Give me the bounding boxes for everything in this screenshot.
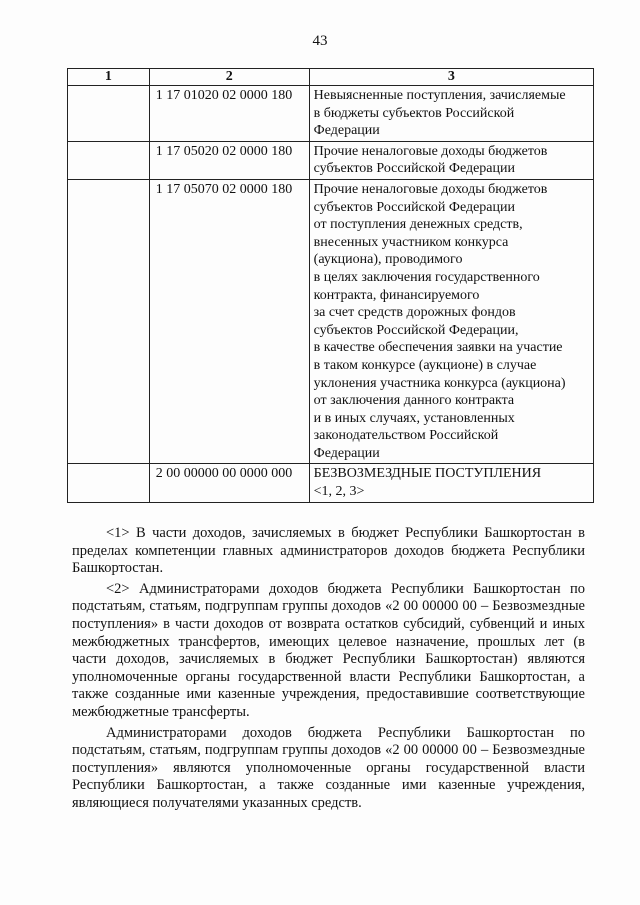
- revenue-name: [309, 179, 593, 464]
- revenue-name-line: субъектов Российской Федерации: [313, 199, 516, 215]
- revenue-code: 1 17 05020 02 0000 180: [149, 141, 309, 179]
- revenue-name-line: законодательством Российской: [313, 428, 499, 444]
- revenue-name-line: субъектов Российской Федерации,: [313, 322, 519, 338]
- table-row: [68, 464, 594, 502]
- column-header-1: 1: [68, 69, 150, 86]
- revenue-name-line: Невыясненные поступления, зачисляемые: [313, 88, 566, 103]
- revenue-name-line: за счет средств дорожных фондов: [313, 305, 516, 321]
- revenue-name-line: БЕЗВОЗМЕЗДНЫЕ ПОСТУПЛЕНИЯ: [313, 466, 542, 482]
- table-cell-admin: [68, 179, 150, 464]
- footnote-2-continuation: Администраторами доходов бюджета Республики Башкортостан по подстатьям, статьям, подгруппам группы доходов «2 00 00000 00 – Безвозмездные поступления» являются уполномоченные органы государственной власти Республики Башкортостан, а также созданные ими казенные учреждения, являющиеся получателями указанных средств.: [72, 724, 585, 811]
- column-header-3: 3: [309, 69, 593, 86]
- revenue-code: 1 17 01020 02 0000 180: [149, 86, 309, 142]
- footnote-2: <2> Администраторами доходов бюджета Республики Башкортостан по подстатьям, статьям, подгруппам группы доходов «2 00 00000 00 – Безвозмездные поступления» в части доходов от возврата остатков субсидий, субвенций и иных межбюджетных трансфертов, имеющих целевое назначение, прошлых лет (в части доходов, зачисляемых в бюджет Республики Башкортостан) являются уполномоченные органы государственной власти Республики Башкортостан, а также созданные ими казенные учреждения, предоставившие соответствующие межбюджетные трансферты.: [72, 580, 585, 720]
- revenue-code: 2 00 00000 00 0000 000: [149, 464, 309, 502]
- table-cell-admin: [68, 86, 150, 142]
- revenue-name-line: Федерации: [313, 123, 380, 139]
- table-row: [68, 86, 594, 142]
- revenue-name-line: Федерации: [313, 445, 380, 461]
- table-row: [68, 141, 594, 179]
- revenue-name: [309, 141, 593, 179]
- footnote-1: <1> В части доходов, зачисляемых в бюджет Республики Башкортостан в пределах компетенции главных администраторов доходов бюджета Республики Башкортостан.: [72, 525, 585, 577]
- revenue-name-line: внесенных участником конкурса: [313, 234, 509, 250]
- revenue-name: [309, 464, 593, 502]
- column-header-2: 2: [149, 69, 309, 86]
- revenue-name-line: в таком конкурсе (аукционе) в случае: [313, 357, 537, 373]
- revenue-name-line: Прочие неналоговые доходы бюджетов: [313, 181, 548, 197]
- revenue-name-line: (аукциона), проводимого: [313, 252, 463, 268]
- revenue-name-line: от заключения данного контракта: [313, 393, 515, 409]
- revenue-name-line: в бюджеты субъектов Российской: [313, 105, 515, 121]
- revenue-code: 1 17 05070 02 0000 180: [149, 179, 309, 464]
- table-row: [68, 179, 594, 464]
- revenue-name-line: Прочие неналоговые доходы бюджетов: [313, 143, 548, 159]
- table-cell-admin: [68, 464, 150, 502]
- revenue-name-line: и в иных случаях, установленных: [313, 410, 515, 426]
- revenue-name-line: субъектов Российской Федерации: [313, 161, 516, 177]
- revenue-name-line: <1, 2, 3>: [313, 484, 365, 500]
- table-cell-admin: [68, 141, 150, 179]
- revenue-name-line: от поступления денежных средств,: [313, 217, 523, 233]
- revenue-name-line: контракта, финансируемого: [313, 287, 480, 303]
- revenue-name-line: в качестве обеспечения заявки на участие: [313, 340, 563, 356]
- page-number: 43: [312, 33, 328, 49]
- table-header-row: [68, 69, 594, 86]
- revenue-codes-table: [67, 68, 594, 503]
- footnotes: [72, 525, 585, 813]
- revenue-name-line: в целях заключения государственного: [313, 269, 540, 285]
- revenue-name: [309, 86, 593, 142]
- revenue-name-line: уклонения участника конкурса (аукциона): [313, 375, 566, 391]
